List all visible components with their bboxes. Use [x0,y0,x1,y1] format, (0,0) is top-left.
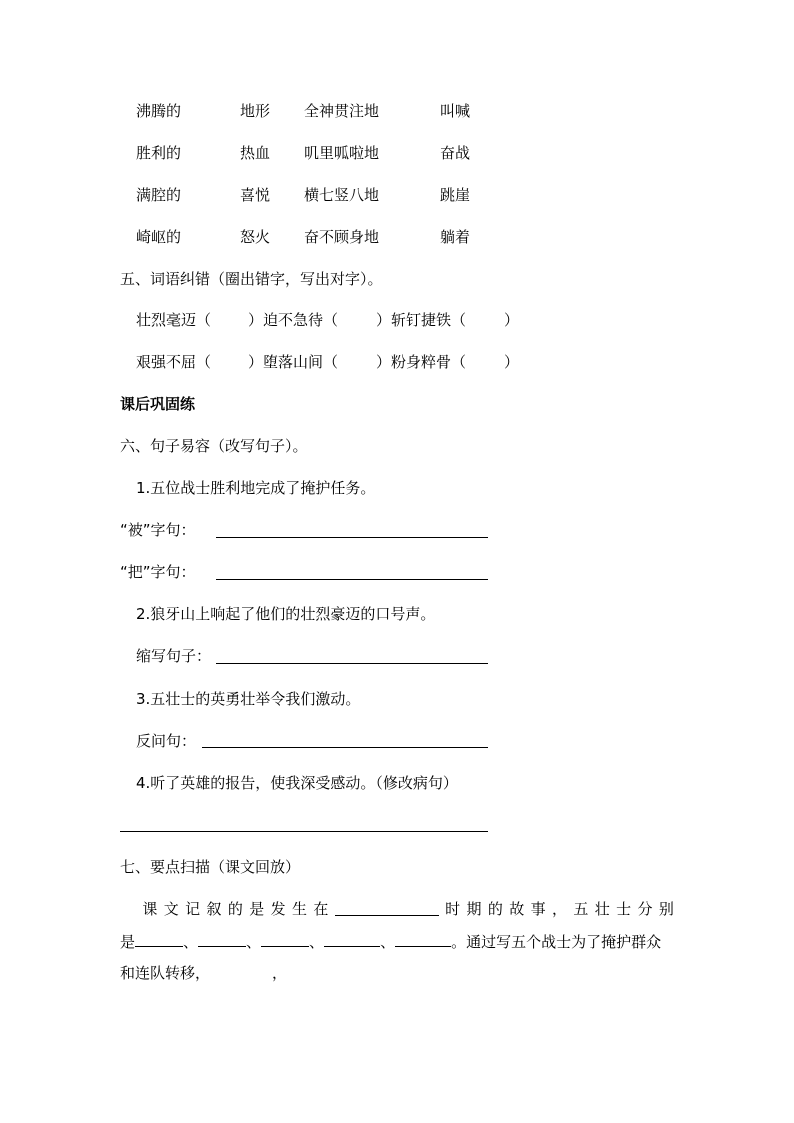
q4-answer-line[interactable] [120,831,488,832]
correction-item: ） [504,311,520,329]
correction-item: 壮烈毫迈（ [136,311,212,329]
text-char: ， [551,900,567,918]
separator: 、 [246,933,262,951]
text-char: 士 [616,900,632,918]
correction-item: ） [504,353,520,371]
text-char: 在 [313,900,329,918]
correction-item: ）堕落山间（ [248,353,339,371]
word-cell: 地形 [240,102,271,120]
text-char: 是 [120,933,136,951]
suoxie-label: 缩写句子： [136,647,212,665]
correction-item: 艰强不屈（ [136,353,212,371]
text-char: 是 [249,900,265,918]
period-blank[interactable] [335,899,439,916]
text-char: 时 [445,900,461,918]
fanwen-answer-line[interactable] [202,747,488,748]
text-char: 五 [573,900,589,918]
word-cell: 叽里呱啦地 [304,144,380,162]
word-cell: 沸腾的 [136,102,182,120]
word-cell: 跳崖 [440,186,471,204]
name-blank-4[interactable] [324,930,380,947]
name-blank-2[interactable] [198,930,246,947]
text-char: 期 [466,900,482,918]
name-blank-3[interactable] [261,930,309,947]
text-char: 文 [163,900,179,918]
suoxie-answer-line[interactable] [216,663,488,664]
section7-heading: 七、要点扫描（课文回放） [120,858,301,876]
word-cell: 躺着 [440,228,471,246]
bei-label: “被”字句： [120,521,196,539]
text-char: 发 [270,900,286,918]
word-cell: 全神贯注地 [304,102,380,120]
separator: 、 [183,933,199,951]
bei-answer-line[interactable] [216,537,488,538]
text-char: 故 [509,900,525,918]
trailing-comma: ， [272,964,288,982]
question-4: 4.听了英雄的报告，使我深受感动。（修改病句） [136,774,458,792]
text-char: 的 [487,900,503,918]
section7-line1 [120,899,674,919]
separator: 、 [380,933,396,951]
question-2: 2.狼牙山上响起了他们的壮烈豪迈的口号声。 [136,605,436,623]
practice-title: 课后巩固练 [120,395,196,413]
word-cell: 奋不顾身地 [304,228,380,246]
text-char: 的 [227,900,243,918]
text-char: 分 [637,900,653,918]
word-cell: 怒火 [240,228,271,246]
section5-heading: 五、词语纠错（圈出错字，写出对字）。 [120,270,383,288]
text-char: 壮 [594,900,610,918]
section7-line3: 和连队转移， [120,964,211,982]
text-char: 生 [291,900,307,918]
correction-item: ）粉身粹骨（ [376,353,467,371]
question-3: 3.五壮士的英勇壮举令我们激动。 [136,690,361,708]
question-1: 1.五位战士胜利地完成了掩护任务。 [136,479,376,497]
section7-line2 [120,930,661,952]
name-blank-5[interactable] [395,930,451,947]
word-cell: 叫喊 [440,102,471,120]
correction-item: ）斩钉捷铁（ [376,311,467,329]
text-char: 事 [530,900,546,918]
word-cell: 崎岖的 [136,228,182,246]
name-blank-1[interactable] [135,930,183,947]
text-char: 叙 [206,900,222,918]
ba-label: “把”字句： [120,563,196,581]
section6-heading: 六、句子易容（改写句子）。 [120,437,308,455]
ba-answer-line[interactable] [216,579,488,580]
word-cell: 喜悦 [240,186,271,204]
word-cell: 横七竖八地 [304,186,380,204]
word-cell: 热血 [240,144,271,162]
correction-item: ）迫不急待（ [248,311,339,329]
text-char: 课 [142,900,158,918]
word-cell: 奋战 [440,144,471,162]
text-char: 别 [658,900,674,918]
separator: 、 [309,933,325,951]
word-cell: 满腔的 [136,186,182,204]
text-run: 。通过写五个战士为了掩护群众 [451,933,662,951]
fanwen-label: 反问句： [136,732,197,750]
word-cell: 胜利的 [136,144,182,162]
text-char: 记 [185,900,201,918]
